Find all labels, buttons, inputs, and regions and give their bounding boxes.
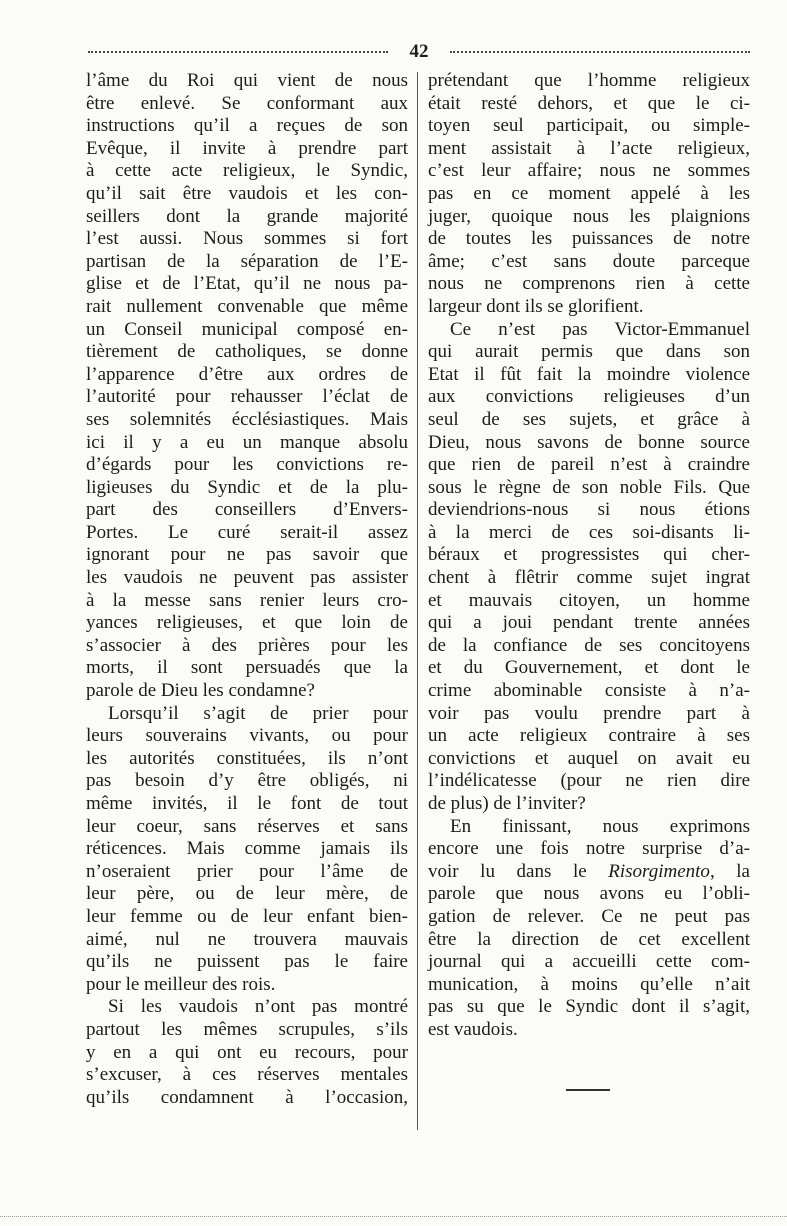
text-line: Etat il fût fait la moindre violence <box>428 363 750 385</box>
text-line: partout les mêmes scrupules, s’ils <box>86 1018 408 1040</box>
text-line: à cette acte religieux, le Syndic, <box>86 160 408 182</box>
text-line: de toutes les puissances de notre <box>428 228 750 250</box>
text-line: d’égards pour les convictions re- <box>86 454 408 476</box>
text-line: crime abominable consiste à n’a- <box>428 680 750 702</box>
text-line: et du Gouvernement, et dont le <box>428 657 750 679</box>
text-line: ignorant pour ne pas savoir que <box>86 544 408 566</box>
text-line: leur femme ou de leur enfant bien- <box>86 905 408 927</box>
text-line: pour le meilleur des rois. <box>86 973 276 995</box>
text-line: chent à flêtrir comme sujet ingrat <box>428 567 750 589</box>
header-rule-right <box>450 51 750 53</box>
text-line: voir lu dans le Risorgimento, la <box>428 860 750 882</box>
text-line: morts, il sont persuadés que la <box>86 657 408 679</box>
text-line: même invités, il le font de tout <box>86 793 408 814</box>
text-line: sous le règne de son noble Fils. Que <box>428 476 750 498</box>
text-line: l’âme du Roi qui vient de nous <box>86 70 408 91</box>
text-line: pas en ce moment appelé à les <box>428 182 750 204</box>
text-line: seul de ses sujets, et grâce à <box>428 408 750 430</box>
text-line: n’oseraient prier pour l’âme de <box>86 860 408 882</box>
text-line: qu’ils condamnent à l’occasion, <box>86 1086 408 1108</box>
text-line: à la messe sans renier leurs cro- <box>86 589 408 611</box>
text-line: pas besoin d’y être obligés, ni <box>86 770 408 792</box>
right-column <box>428 70 750 1042</box>
text-line: Portes. Le curé serait-il assez <box>86 521 408 543</box>
text-line: Si les vaudois n’ont pas montré <box>108 996 408 1018</box>
text-line: leur père, ou de leur mère, de <box>86 883 408 905</box>
text-line: qui a joui pendant trente années <box>428 612 750 634</box>
footer-rule <box>0 1216 787 1217</box>
text-line: réticences. Mais comme jamais ils <box>86 838 408 860</box>
text-line: être enlevé. Se conformant aux <box>86 92 408 114</box>
text-line: est vaudois. <box>428 1018 518 1040</box>
text-line: béraux et progressistes qui cher- <box>428 544 750 566</box>
text-line: pas su que le Syndic dont il s’agit, <box>428 996 750 1018</box>
text-line: un Conseil municipal composé en- <box>86 318 408 340</box>
text-line: deviendrions-nous si nous étions <box>428 499 750 521</box>
text-line: être la direction de cet excellent <box>428 928 750 950</box>
text-line: les vaudois ne peuvent pas assister <box>86 567 408 589</box>
text-line: Evêque, il invite à prendre part <box>86 137 408 159</box>
text-line: Ce n’est pas Victor-Emmanuel <box>450 318 750 340</box>
text-line: juger, quoique nous les plaignions <box>428 205 750 227</box>
text-line: aux convictions religieuses d’un <box>428 386 750 408</box>
text-line: part des conseillers d’Envers- <box>86 499 408 521</box>
text-line: En finissant, nous exprimons <box>450 815 750 837</box>
text-line: de plus) de l’inviter? <box>428 793 586 814</box>
text-line: un acte religieux contraire à ses <box>428 725 750 747</box>
text-line: prétendant que l’homme religieux <box>428 70 750 91</box>
text-line: voir pas voulu prendre part à <box>428 702 750 724</box>
text-line: à la merci de ces soi-disants li- <box>428 521 750 543</box>
text-line: yances religieuses, et que loin de <box>86 612 408 634</box>
text-line: instructions qu’il a reçues de son <box>86 115 408 137</box>
text-line: ligieuses du Syndic et de la plu- <box>86 476 408 498</box>
text-line: partisan de la séparation de l’E- <box>86 250 408 272</box>
text-line: que rien de pareil n’est à craindre <box>428 454 750 476</box>
text-line: s’excuser, à ces réserves mentales <box>86 1064 408 1086</box>
text-line: rait nullement convenable que même <box>86 295 408 317</box>
text-line: journal qui a accueilli cette com- <box>428 951 750 973</box>
text-line: tièrement de catholiques, se donne <box>86 341 408 363</box>
text-line: glise et de l’Etat, qu’il ne nous pa- <box>86 273 408 295</box>
text-line: les autorités constituées, ils n’ont <box>86 747 408 769</box>
text-line: largeur dont ils se glorifient. <box>428 295 644 317</box>
text-line: aimé, nul ne trouvera mauvais <box>86 928 408 950</box>
column-divider <box>417 72 418 1130</box>
text-line: l’est aussi. Nous sommes si fort <box>86 228 408 250</box>
text-line: qu’ils ne puissent pas le faire <box>86 951 408 973</box>
text-line: munication, à moins qu’elle n’ait <box>428 973 750 995</box>
text-line: ses solemnités écclésiastiques. Mais <box>86 408 408 430</box>
text-line: leurs souverains vivants, ou pour <box>86 725 408 747</box>
text-line: parole de Dieu les condamne? <box>86 680 315 702</box>
page-number: 42 <box>409 41 429 62</box>
text-line: ment assistait à l’acte religieux, <box>428 137 750 159</box>
text-line: convictions et auquel on avait eu <box>428 747 750 769</box>
page-header <box>88 40 750 64</box>
text-line: leur coeur, sans réserves et sans <box>86 815 408 837</box>
text-line: toyen seul participait, ou simple- <box>428 115 750 137</box>
text-line: était resté dehors, et que le ci- <box>428 92 750 114</box>
text-line: âme; c’est sans doute parceque <box>428 250 750 272</box>
text-line: de la confiance de ses concitoyens <box>428 634 750 656</box>
text-line: y en a qui ont eu recours, pour <box>86 1041 408 1063</box>
text-line: qu’il sait être vaudois et les con- <box>86 182 408 204</box>
text-line: c’est leur affaire; nous ne sommes <box>428 160 750 182</box>
text-line: Dieu, nous savons de bonne source <box>428 431 750 453</box>
text-line: Lorsqu’il s’agit de prier pour <box>108 702 408 724</box>
text-line: ici il y a eu un manque absolu <box>86 431 408 453</box>
text-line: parole que nous avons eu l’obli- <box>428 883 750 905</box>
text-line: nous ne comprenons rien à cette <box>428 273 750 295</box>
end-rule <box>566 1089 610 1091</box>
text-line: l’apparence d’être aux ordres de <box>86 363 408 385</box>
text-line: qui aurait permis que dans son <box>428 341 750 363</box>
text-line: l’indélicatesse (pour ne rien dire <box>428 770 750 792</box>
text-line: seillers dont la grande majorité <box>86 205 408 227</box>
left-column <box>86 70 408 1109</box>
text-line: s’associer à des prières pour les <box>86 634 408 656</box>
text-line: gation de relever. Ce ne peut pas <box>428 905 750 927</box>
text-line: encore une fois notre surprise d’a- <box>428 838 750 860</box>
text-line: et mauvais citoyen, un homme <box>428 589 750 611</box>
text-line: l’autorité pour rehausser l’éclat de <box>86 386 408 408</box>
